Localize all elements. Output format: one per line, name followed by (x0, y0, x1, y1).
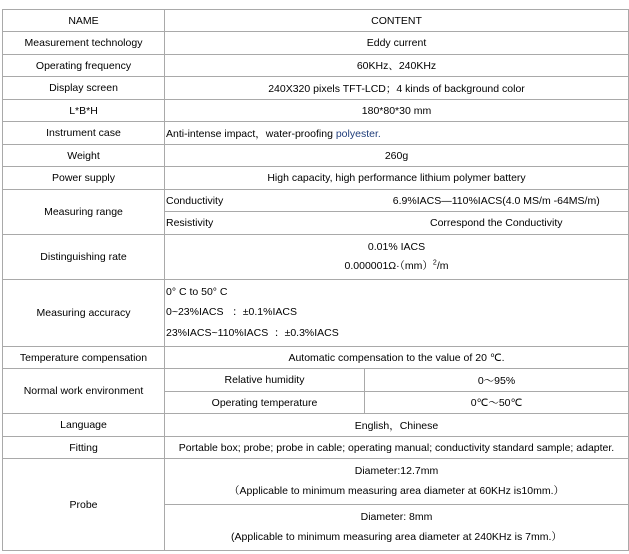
table-row (3, 459, 629, 505)
operating-temperature-value: 0℃～50℃ (365, 392, 629, 414)
operating-frequency-value: 60KHz、240KHz (165, 55, 629, 77)
resistivity-value: Correspond the Conductivity (365, 212, 629, 235)
table-row (3, 32, 629, 55)
table-row (3, 145, 629, 167)
fitting-value: Portable box; probe; probe in cable; operating manual; conductivity standard sample; adapter. (165, 437, 629, 459)
operating-frequency-label: Operating frequency (3, 55, 165, 77)
weight-value: 260g (165, 145, 629, 167)
table-header-row (3, 10, 629, 32)
instrument-case-material: polyester. (335, 127, 381, 140)
display-screen-value: 240X320 pixels TFT-LCD；4 kinds of background color (165, 77, 629, 100)
language-value: English，Chinese (165, 414, 629, 437)
accuracy-low-range: 0~23%IACS ：±0.1%IACS (166, 306, 297, 318)
instrument-case-value (165, 122, 629, 145)
dimensions-label: L*B*H (3, 100, 165, 122)
conductivity-value: 6.9%IACS—110%IACS(4.0 MS/m -64MS/m) (365, 190, 629, 212)
probe-large-value (165, 459, 629, 505)
measuring-accuracy-label: Measuring accuracy (3, 280, 165, 347)
content-header: CONTENT (165, 10, 629, 32)
table-row (3, 55, 629, 77)
temperature-compensation-label: Temperature compensation (3, 347, 165, 369)
measuring-accuracy-value (165, 280, 629, 347)
distinguishing-rate-iacs: 0.01% IACS (367, 240, 426, 253)
table-row (3, 235, 629, 280)
table-row (3, 347, 629, 369)
table-row (3, 100, 629, 122)
humidity-value: 0～95% (365, 369, 629, 392)
resistivity-label: Resistivity (165, 212, 365, 235)
display-screen-label: Display screen (3, 77, 165, 100)
probe-large-note: （Applicable to minimum measuring area diameter at 60KHz is10mm.） (229, 485, 564, 497)
distinguishing-rate-resistivity: 0.000001Ω·（mm）$^2$/m (344, 259, 449, 273)
instrument-case-text: Anti-intense impact，water-proofing (166, 127, 333, 140)
conductivity-label: Conductivity (165, 190, 365, 212)
language-label: Language (3, 414, 165, 437)
table-row (3, 77, 629, 100)
probe-small-diameter: Diameter: 8mm (360, 511, 433, 523)
distinguishing-rate-label: Distinguishing rate (3, 235, 165, 280)
probe-label: Probe (3, 459, 165, 551)
accuracy-high-range: 23%IACS~110%IACS ：±0.3%IACS (166, 327, 339, 339)
spec-table (2, 9, 629, 551)
fitting-label: Fitting (3, 437, 165, 459)
weight-label: Weight (3, 145, 165, 167)
work-environment-label: Normal work environment (3, 369, 165, 414)
power-supply-value: High capacity, high performance lithium polymer battery (165, 167, 629, 190)
probe-large-diameter: Diameter:12.7mm (354, 465, 439, 477)
table-row (3, 437, 629, 459)
measurement-technology-label: Measurement technology (3, 32, 165, 55)
table-row (3, 414, 629, 437)
humidity-label: Relative humidity (165, 369, 365, 392)
table-row (3, 369, 629, 392)
power-supply-label: Power supply (3, 167, 165, 190)
measurement-technology-value: Eddy current (165, 32, 629, 55)
accuracy-temperature-range: 0° C to 50° C (166, 286, 228, 298)
table-row (3, 167, 629, 190)
measuring-range-label: Measuring range (3, 190, 165, 235)
table-row (3, 190, 629, 212)
table-row (3, 122, 629, 145)
distinguishing-rate-value (165, 235, 629, 280)
table-row (3, 280, 629, 347)
name-header: NAME (3, 10, 165, 32)
squared-superscript: 2 (432, 259, 437, 267)
operating-temperature-label: Operating temperature (165, 392, 365, 414)
temperature-compensation-value: Automatic compensation to the value of 20 ℃. (165, 347, 629, 369)
dimensions-value: 180*80*30 mm (165, 100, 629, 122)
probe-small-note: (Applicable to minimum measuring area diameter at 240KHz is 7mm.） (231, 531, 562, 543)
probe-small-value (165, 505, 629, 551)
instrument-case-label: Instrument case (3, 122, 165, 145)
